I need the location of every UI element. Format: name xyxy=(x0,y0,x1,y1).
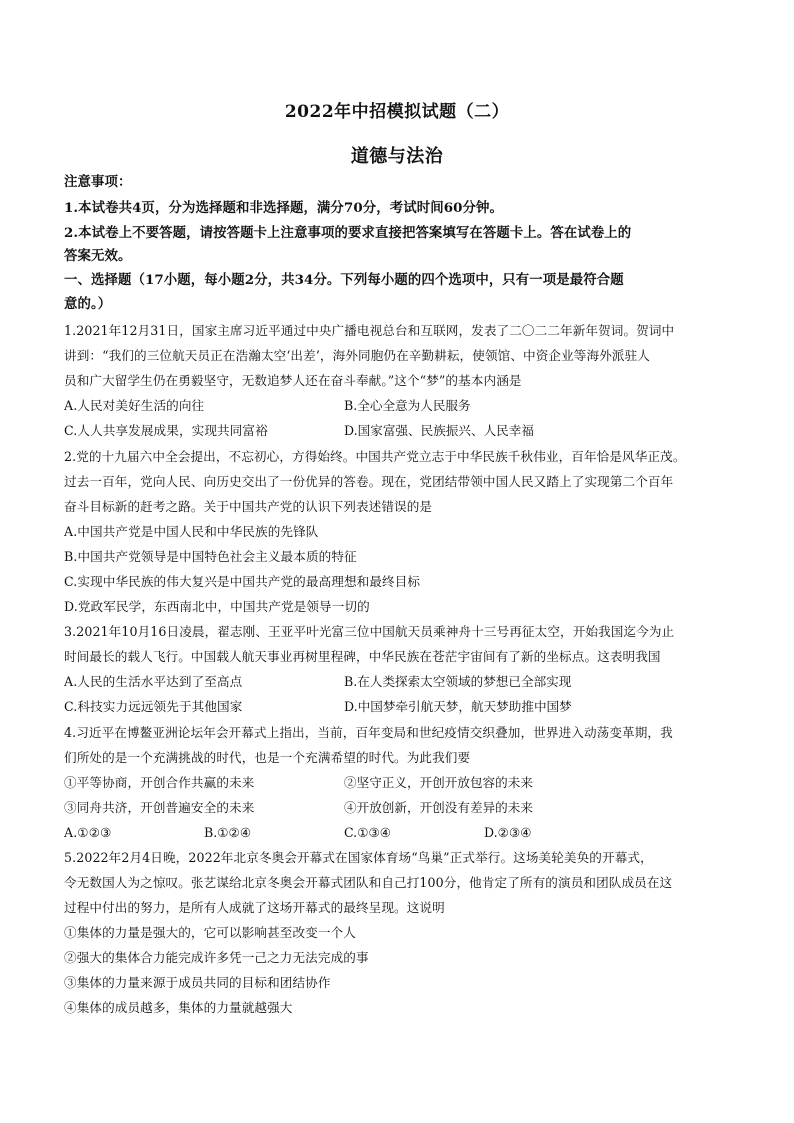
subject-title: 道德与法治 xyxy=(350,146,444,167)
q1-stem-2: 讲到：“我们的三位航天员正在浩瀚太空‘出差’，海外同胞仍在辛勤耕耘，使领馆、中资企业等海外派驻人 xyxy=(64,348,650,363)
q2-stem-2: 过去一百年，党向人民、向历史交出了一份优异的答卷。现在，党团结带领中国人民又踏上了实现第二个百年 xyxy=(64,474,674,489)
q4-statement-3: ③同舟共济，开创普遍安全的未来 xyxy=(64,800,255,815)
q3-option-b: B.在人类探索太空领域的梦想已全部实现 xyxy=(344,674,572,689)
section-heading: 一、选择题（17小题，每小题2分，共34分。下列每小题的四个选项中，只有一项是最符合题 xyxy=(64,272,624,288)
q4-statement-2: ②坚守正义，开创开放包容的未来 xyxy=(344,775,533,790)
q1-stem-1: 1.2021年12月31日，国家主席习近平通过中央广播电视总台和互联网，发表了二〇二二年新年贺词。贺词中 xyxy=(64,323,675,338)
notice-item-1: 1.本试卷共4页，分为选择题和非选择题，满分70分，考试时间60分钟。 xyxy=(64,200,504,216)
q3-option-d: D.中国梦牵引航天梦，航天梦助推中国梦 xyxy=(344,699,572,714)
q3-stem-2: 时间最长的载人飞行。中国载人航天事业再树里程碑，中华民族在苍茫宇宙间有了新的坐标点。这表明我国 xyxy=(64,649,661,664)
q4-stem-2: 们所处的是一个充满挑战的时代，也是一个充满希望的时代。为此我们要 xyxy=(64,750,471,765)
q5-stem-3: 过程中付出的努力，是所有人成就了这场开幕式的最终呈现。这说明 xyxy=(64,900,445,915)
q2-option-c: C.实现中华民族的伟大复兴是中国共产党的最高理想和最终目标 xyxy=(64,574,421,589)
section-heading-cont: 意的。） xyxy=(64,296,112,312)
q5-statement-4: ④集体的成员越多，集体的力量就越强大 xyxy=(64,1000,293,1015)
q1-option-b: B.全心全意为人民服务 xyxy=(344,398,471,413)
q4-option-a: A.①②③ xyxy=(64,825,112,840)
notice-item-2-cont: 答案无效。 xyxy=(64,248,132,264)
q4-option-c: C.①③④ xyxy=(344,825,392,840)
q2-option-a: A.中国共产党是中国人民和中华民族的先锋队 xyxy=(64,524,319,539)
q2-option-d: D.党政军民学，东西南北中，中国共产党是领导一切的 xyxy=(64,599,370,614)
q3-stem-1: 3.2021年10月16日凌晨，翟志刚、王亚平叶光富三位中国航天员乘神舟十三号再征太空，开始我国迄今为止 xyxy=(64,624,675,639)
q2-stem-3: 奋斗目标新的赶考之路。关于中国共产党的认识下列表述错误的是 xyxy=(64,499,433,514)
q4-option-b: B.①②④ xyxy=(204,825,252,840)
q1-option-a: A.人民对美好生活的向往 xyxy=(64,398,205,413)
q4-statement-4: ④开放创新，开创没有差异的未来 xyxy=(344,800,533,815)
q5-statement-2: ②强大的集体合力能完成许多凭一己之力无法完成的事 xyxy=(64,950,369,965)
q5-statement-1: ①集体的力量是强大的，它可以影响甚至改变一个人 xyxy=(64,925,356,940)
notice-heading: 注意事项： xyxy=(64,174,132,190)
q2-option-b: B.中国共产党领导是中国特色社会主义最本质的特征 xyxy=(64,549,357,564)
q5-stem-2: 令无数国人为之惊叹。张艺谋给北京冬奥会开幕式团队和自己打100分，他肯定了所有的演员和团队成员在这 xyxy=(64,875,673,890)
q5-stem-1: 5.2022年2月4日晚，2022年北京冬奥会开幕式在国家体育场“鸟巢”正式举行。这场美轮美奂的开幕式， xyxy=(64,850,653,865)
q3-option-a: A.人民的生活水平达到了至高点 xyxy=(64,674,243,689)
q4-statement-1: ①平等协商，开创合作共赢的未来 xyxy=(64,775,255,790)
q4-stem-1: 4.习近平在博鳌亚洲论坛年会开幕式上指出，当前，百年变局和世纪疫情交织叠加，世界进入动荡变革期，我 xyxy=(64,725,673,740)
q3-option-c: C.科技实力远远领先于其他国家 xyxy=(64,699,243,714)
q4-option-d: D.②③④ xyxy=(484,825,532,840)
q5-statement-3: ③集体的力量来源于成员共同的目标和团结协作 xyxy=(64,975,331,990)
q2-stem-1: 2.党的十九届六中全会提出，不忘初心，方得始终。中国共产党立志于中华民族千秋伟业，百年恰是风华正茂。 xyxy=(64,449,686,464)
q1-stem-3: 员和广大留学生仍在勇毅坚守，无数追梦人还在奋斗奉献。”这个“梦”的基本内涵是 xyxy=(64,373,522,388)
q1-option-c: C.人人共享发展成果，实现共同富裕 xyxy=(64,423,268,438)
exam-title: 2022年中招模拟试题（二） xyxy=(284,102,510,122)
notice-item-2: 2.本试卷上不要答题，请按答题卡上注意事项的要求直接把答案填写在答题卡上。答在试卷上的 xyxy=(64,225,632,241)
q1-option-d: D.国家富强、民族振兴、人民幸福 xyxy=(344,423,534,438)
